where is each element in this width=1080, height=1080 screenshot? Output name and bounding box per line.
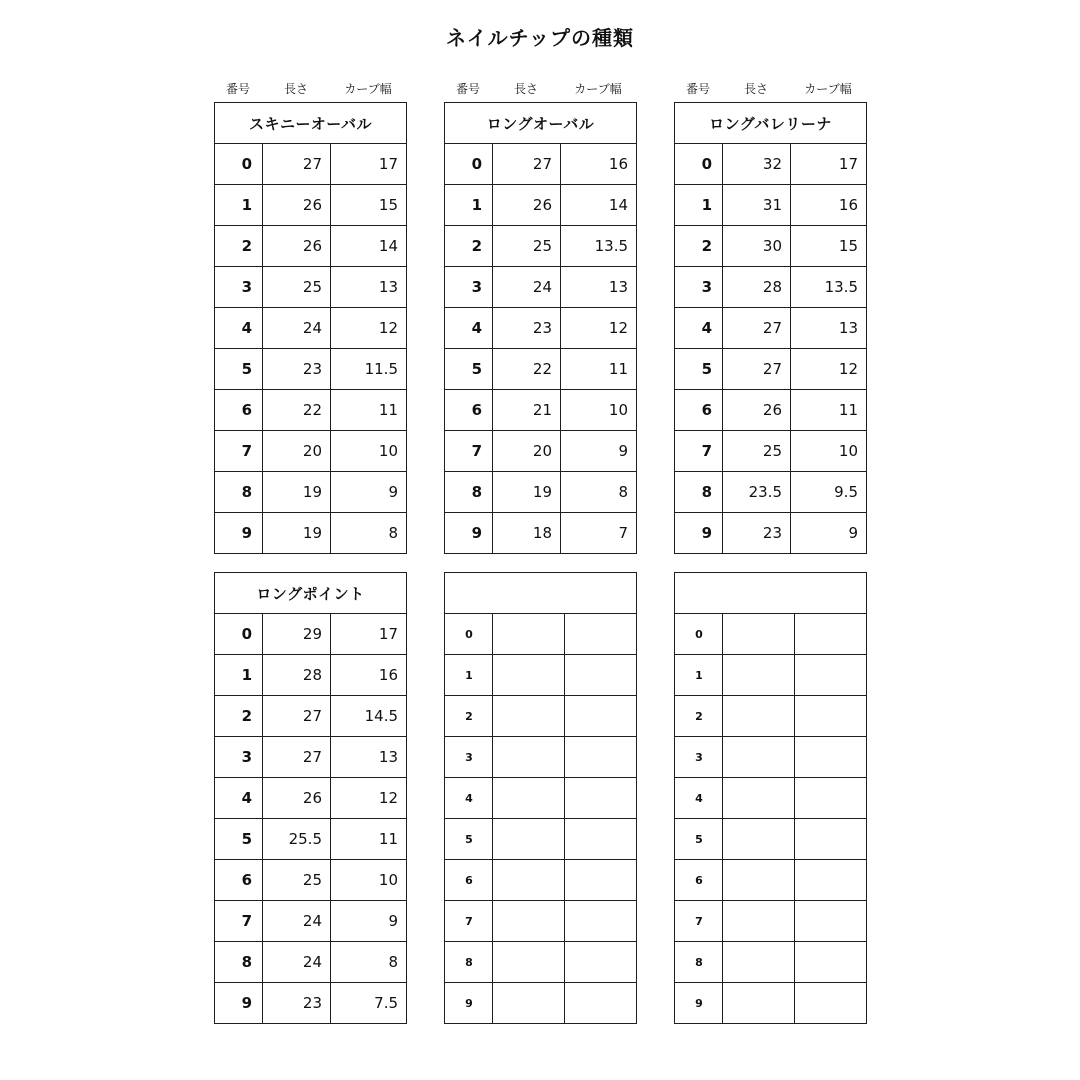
curve-width-cell (565, 819, 637, 860)
length-cell (723, 614, 795, 655)
curve-width-cell (565, 696, 637, 737)
row-number-cell: 8 (445, 472, 493, 513)
table-row (215, 737, 407, 778)
table-row (675, 983, 867, 1024)
table-row (215, 983, 407, 1024)
curve-width-cell: 13.5 (791, 267, 867, 308)
length-cell: 27 (723, 349, 791, 390)
length-cell: 25 (263, 267, 331, 308)
row-number-cell: 3 (445, 737, 493, 778)
length-cell: 19 (493, 472, 561, 513)
length-cell: 23 (493, 308, 561, 349)
row-number-cell: 2 (445, 696, 493, 737)
length-cell (493, 901, 565, 942)
curve-width-cell (795, 655, 867, 696)
table-group-long-ballerina (674, 77, 866, 554)
row-number-cell: 0 (215, 144, 263, 185)
curve-width-cell: 8 (561, 472, 637, 513)
row-number-cell: 8 (445, 942, 493, 983)
curve-width-cell: 14.5 (331, 696, 407, 737)
length-cell: 25.5 (263, 819, 331, 860)
table-title: ロングバレリーナ (675, 103, 867, 144)
table-row (675, 655, 867, 696)
length-cell: 18 (493, 513, 561, 554)
table-row (215, 226, 407, 267)
length-cell: 32 (723, 144, 791, 185)
table-title (445, 573, 637, 614)
tables-grid (214, 77, 866, 1024)
table-row (675, 226, 867, 267)
table-row (675, 185, 867, 226)
table-row (445, 983, 637, 1024)
row-number-cell: 0 (675, 144, 723, 185)
length-cell: 27 (263, 696, 331, 737)
table-row (445, 614, 637, 655)
length-cell: 28 (263, 655, 331, 696)
row-number-cell: 9 (445, 513, 493, 554)
table-row (215, 860, 407, 901)
row-number-cell: 6 (215, 390, 263, 431)
curve-width-cell (795, 901, 867, 942)
table-row (445, 185, 637, 226)
curve-width-cell: 15 (331, 185, 407, 226)
size-table (444, 102, 637, 554)
row-number-cell: 1 (215, 655, 263, 696)
curve-width-cell (565, 614, 637, 655)
curve-width-cell: 11.5 (331, 349, 407, 390)
table-row (215, 819, 407, 860)
curve-width-cell (795, 983, 867, 1024)
curve-width-cell (795, 696, 867, 737)
table-row (445, 226, 637, 267)
column-header-number: 番号 (685, 82, 710, 96)
row-number-cell: 1 (445, 185, 493, 226)
length-cell (723, 983, 795, 1024)
row-number-cell: 1 (675, 185, 723, 226)
length-cell: 28 (723, 267, 791, 308)
table-row (215, 185, 407, 226)
curve-width-cell: 16 (561, 144, 637, 185)
table-row (675, 696, 867, 737)
length-cell: 29 (263, 614, 331, 655)
row-number-cell: 6 (215, 860, 263, 901)
length-cell (493, 860, 565, 901)
length-cell (493, 696, 565, 737)
table-row (675, 513, 867, 554)
curve-width-cell: 14 (331, 226, 407, 267)
row-number-cell: 8 (215, 942, 263, 983)
curve-width-cell: 7.5 (331, 983, 407, 1024)
row-number-cell: 7 (215, 901, 263, 942)
curve-width-cell: 13 (561, 267, 637, 308)
row-number-cell: 2 (215, 226, 263, 267)
curve-width-cell: 8 (331, 942, 407, 983)
length-cell: 25 (723, 431, 791, 472)
curve-width-cell: 12 (791, 349, 867, 390)
column-header-number: 番号 (225, 82, 250, 96)
table-row (675, 431, 867, 472)
curve-width-cell: 15 (791, 226, 867, 267)
table-title: ロングポイント (215, 573, 407, 614)
length-cell: 24 (263, 308, 331, 349)
table-row (675, 144, 867, 185)
curve-width-cell: 12 (331, 778, 407, 819)
column-header-curve-width: カーブ幅 (804, 82, 852, 96)
row-number-cell: 3 (215, 267, 263, 308)
row-number-cell: 9 (215, 513, 263, 554)
curve-width-cell: 10 (791, 431, 867, 472)
row-number-cell: 1 (215, 185, 263, 226)
row-number-cell: 2 (445, 226, 493, 267)
length-cell: 31 (723, 185, 791, 226)
table-row (445, 860, 637, 901)
table-title-row (445, 103, 637, 144)
curve-width-cell (565, 860, 637, 901)
curve-width-cell: 13.5 (561, 226, 637, 267)
length-cell: 27 (263, 737, 331, 778)
length-cell: 20 (263, 431, 331, 472)
curve-width-cell: 11 (331, 390, 407, 431)
row-number-cell: 7 (445, 431, 493, 472)
column-header-length: 長さ (283, 82, 308, 96)
table-row (445, 308, 637, 349)
row-number-cell: 2 (675, 696, 723, 737)
length-cell (723, 860, 795, 901)
table-row (445, 819, 637, 860)
curve-width-cell (565, 655, 637, 696)
length-cell: 23.5 (723, 472, 791, 513)
table-row (215, 144, 407, 185)
table-row (675, 778, 867, 819)
length-cell: 23 (263, 349, 331, 390)
curve-width-cell: 10 (561, 390, 637, 431)
row-number-cell: 0 (675, 614, 723, 655)
curve-width-cell: 11 (791, 390, 867, 431)
table-row (215, 614, 407, 655)
table-group-skinny-oval (214, 77, 406, 554)
table-title: ロングオーバル (445, 103, 637, 144)
table-row (445, 513, 637, 554)
row-number-cell: 9 (215, 983, 263, 1024)
table-row (215, 901, 407, 942)
length-cell: 27 (263, 144, 331, 185)
curve-width-cell (565, 983, 637, 1024)
length-cell: 26 (263, 185, 331, 226)
row-number-cell: 7 (675, 901, 723, 942)
curve-width-cell (795, 942, 867, 983)
length-cell: 27 (493, 144, 561, 185)
table-group-blank-1 (444, 572, 636, 1024)
table-row (445, 431, 637, 472)
curve-width-cell: 12 (561, 308, 637, 349)
table-row (445, 901, 637, 942)
length-cell (723, 655, 795, 696)
table-row (445, 942, 637, 983)
page-title: ネイルチップの種類 (446, 26, 634, 50)
table-row (675, 860, 867, 901)
row-number-cell: 4 (675, 308, 723, 349)
row-number-cell: 5 (445, 349, 493, 390)
table-title-row (215, 103, 407, 144)
table-row (215, 308, 407, 349)
row-number-cell: 7 (215, 431, 263, 472)
table-row (445, 655, 637, 696)
row-number-cell: 1 (675, 655, 723, 696)
row-number-cell: 7 (445, 901, 493, 942)
table-row (215, 942, 407, 983)
row-number-cell: 4 (215, 308, 263, 349)
curve-width-cell: 16 (791, 185, 867, 226)
length-cell (723, 696, 795, 737)
length-cell: 23 (263, 983, 331, 1024)
length-cell: 26 (263, 778, 331, 819)
table-row (675, 308, 867, 349)
length-cell: 26 (493, 185, 561, 226)
table-row (675, 349, 867, 390)
length-cell: 22 (493, 349, 561, 390)
table-title-row (675, 573, 867, 614)
row-number-cell: 6 (675, 390, 723, 431)
table-group-long-point (214, 572, 406, 1024)
curve-width-cell: 17 (791, 144, 867, 185)
curve-width-cell (795, 819, 867, 860)
size-table (214, 102, 407, 554)
curve-width-cell: 9 (331, 472, 407, 513)
curve-width-cell: 17 (331, 614, 407, 655)
row-number-cell: 1 (445, 655, 493, 696)
column-headers (444, 77, 636, 102)
blank-size-table (674, 572, 867, 1024)
row-number-cell: 9 (445, 983, 493, 1024)
curve-width-cell: 9 (331, 901, 407, 942)
row-number-cell: 0 (215, 614, 263, 655)
table-title: スキニーオーバル (215, 103, 407, 144)
length-cell: 26 (263, 226, 331, 267)
length-cell (493, 737, 565, 778)
curve-width-cell: 17 (331, 144, 407, 185)
curve-width-cell (795, 778, 867, 819)
row-number-cell: 6 (675, 860, 723, 901)
table-row (675, 901, 867, 942)
table-row (675, 942, 867, 983)
length-cell (723, 901, 795, 942)
table-row (445, 267, 637, 308)
curve-width-cell (565, 737, 637, 778)
curve-width-cell: 13 (331, 267, 407, 308)
length-cell (493, 778, 565, 819)
length-cell: 19 (263, 513, 331, 554)
table-row (445, 696, 637, 737)
row-number-cell: 4 (445, 308, 493, 349)
row-number-cell: 5 (675, 349, 723, 390)
table-group-blank-2 (674, 572, 866, 1024)
table-row (675, 819, 867, 860)
curve-width-cell: 9.5 (791, 472, 867, 513)
curve-width-cell: 7 (561, 513, 637, 554)
table-title-row (675, 103, 867, 144)
curve-width-cell (565, 942, 637, 983)
table-row (215, 390, 407, 431)
column-headers (674, 77, 866, 102)
table-row (445, 390, 637, 431)
table-row (215, 778, 407, 819)
table-group-long-oval (444, 77, 636, 554)
curve-width-cell: 9 (561, 431, 637, 472)
length-cell: 30 (723, 226, 791, 267)
table-row (445, 778, 637, 819)
table-row (215, 431, 407, 472)
column-header-curve-width: カーブ幅 (574, 82, 622, 96)
row-number-cell: 0 (445, 144, 493, 185)
length-cell: 26 (723, 390, 791, 431)
size-table (214, 572, 407, 1024)
table-row (445, 472, 637, 513)
length-cell: 23 (723, 513, 791, 554)
row-number-cell: 5 (215, 349, 263, 390)
blank-size-table (444, 572, 637, 1024)
row-number-cell: 3 (215, 737, 263, 778)
length-cell: 24 (263, 942, 331, 983)
curve-width-cell (795, 737, 867, 778)
length-cell (493, 983, 565, 1024)
table-row (675, 472, 867, 513)
table-row (215, 267, 407, 308)
table-row (215, 472, 407, 513)
curve-width-cell: 8 (331, 513, 407, 554)
table-row (675, 267, 867, 308)
length-cell: 19 (263, 472, 331, 513)
length-cell: 25 (263, 860, 331, 901)
curve-width-cell (795, 614, 867, 655)
length-cell: 24 (263, 901, 331, 942)
row-number-cell: 2 (215, 696, 263, 737)
length-cell: 22 (263, 390, 331, 431)
table-row (675, 737, 867, 778)
row-number-cell: 8 (675, 942, 723, 983)
table-row (215, 696, 407, 737)
row-number-cell: 8 (215, 472, 263, 513)
curve-width-cell: 11 (561, 349, 637, 390)
row-number-cell: 6 (445, 860, 493, 901)
curve-width-cell: 13 (791, 308, 867, 349)
row-number-cell: 5 (215, 819, 263, 860)
length-cell: 21 (493, 390, 561, 431)
curve-width-cell: 10 (331, 431, 407, 472)
row-number-cell: 9 (675, 513, 723, 554)
curve-width-cell: 14 (561, 185, 637, 226)
table-title-row (215, 573, 407, 614)
curve-width-cell (565, 901, 637, 942)
table-row (675, 390, 867, 431)
row-number-cell: 9 (675, 983, 723, 1024)
size-table (674, 102, 867, 554)
length-cell: 25 (493, 226, 561, 267)
row-number-cell: 4 (215, 778, 263, 819)
column-headers (214, 77, 406, 102)
table-row (215, 655, 407, 696)
row-number-cell: 5 (675, 819, 723, 860)
table-row (215, 513, 407, 554)
table-row (445, 144, 637, 185)
length-cell: 20 (493, 431, 561, 472)
row-number-cell: 3 (675, 737, 723, 778)
length-cell (723, 942, 795, 983)
row-number-cell: 5 (445, 819, 493, 860)
length-cell (723, 737, 795, 778)
row-number-cell: 6 (445, 390, 493, 431)
curve-width-cell (565, 778, 637, 819)
curve-width-cell (795, 860, 867, 901)
row-number-cell: 0 (445, 614, 493, 655)
row-number-cell: 2 (675, 226, 723, 267)
row-number-cell: 4 (445, 778, 493, 819)
row-number-cell: 3 (445, 267, 493, 308)
row-number-cell: 3 (675, 267, 723, 308)
column-header-length: 長さ (513, 82, 538, 96)
curve-width-cell: 13 (331, 737, 407, 778)
length-cell: 27 (723, 308, 791, 349)
length-cell: 24 (493, 267, 561, 308)
length-cell (493, 614, 565, 655)
curve-width-cell: 16 (331, 655, 407, 696)
curve-width-cell: 9 (791, 513, 867, 554)
length-cell (493, 655, 565, 696)
length-cell (493, 819, 565, 860)
column-header-length: 長さ (743, 82, 768, 96)
curve-width-cell: 10 (331, 860, 407, 901)
table-row (675, 614, 867, 655)
column-header-curve-width: カーブ幅 (344, 82, 392, 96)
table-row (445, 737, 637, 778)
length-cell (493, 942, 565, 983)
table-title-row (445, 573, 637, 614)
column-header-number: 番号 (455, 82, 480, 96)
length-cell (723, 819, 795, 860)
length-cell (723, 778, 795, 819)
curve-width-cell: 12 (331, 308, 407, 349)
table-row (445, 349, 637, 390)
curve-width-cell: 11 (331, 819, 407, 860)
table-row (215, 349, 407, 390)
row-number-cell: 8 (675, 472, 723, 513)
table-title (675, 573, 867, 614)
row-number-cell: 7 (675, 431, 723, 472)
row-number-cell: 4 (675, 778, 723, 819)
